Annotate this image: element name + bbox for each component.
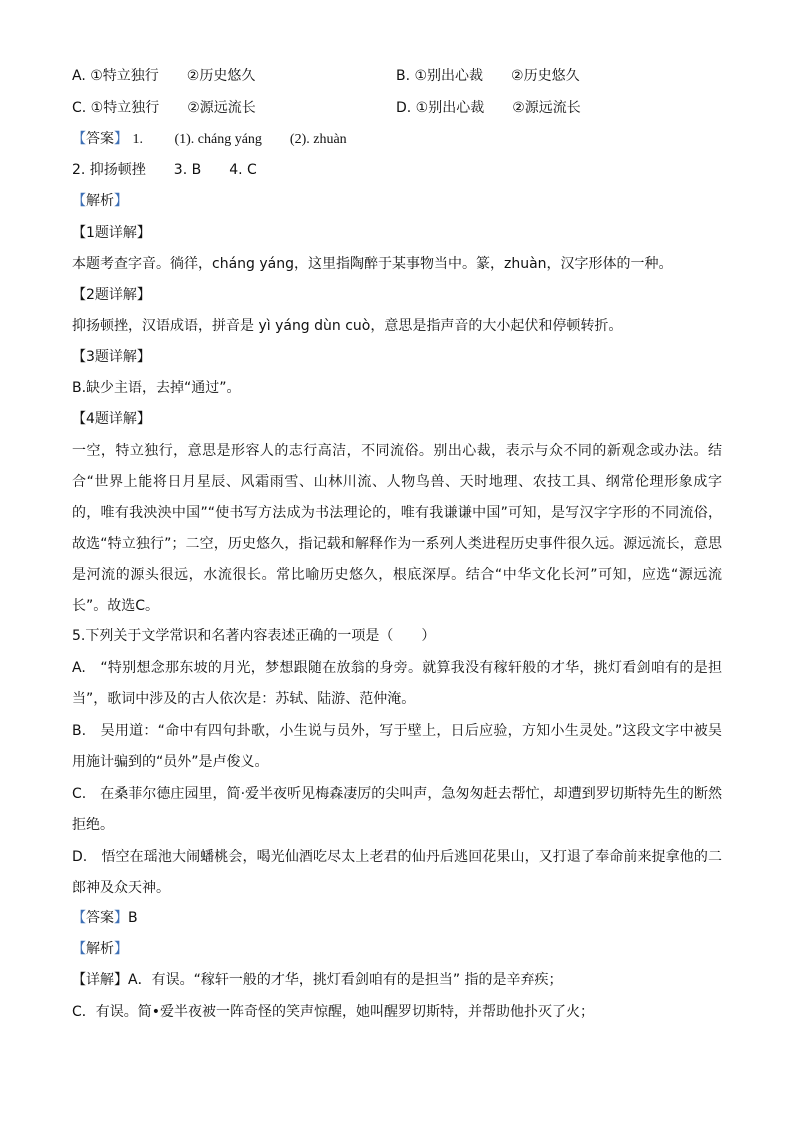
answer-label-open: 【 bbox=[72, 131, 86, 147]
question-5-stem: 5.下列关于文学常识和名著内容表述正确的一项是（ ） bbox=[72, 628, 436, 644]
answer-label-close: 】 bbox=[114, 131, 128, 147]
analysis-open-1: 【 bbox=[72, 193, 86, 209]
detail-4-title: 【4题详解】 bbox=[72, 411, 151, 427]
detail-2-title: 【2题详解】 bbox=[72, 287, 151, 303]
detail-3-title: 【3题详解】 bbox=[72, 349, 151, 365]
analysis-close-2: 】 bbox=[114, 941, 128, 957]
option-a-top: A. ①特立独行 ②历史悠久 bbox=[72, 68, 256, 84]
analysis-title-2 bbox=[72, 939, 724, 959]
answer-line-2: 2. 抑扬顿挫 3. B 4. C bbox=[72, 162, 257, 178]
answer-label-close-2: 】 bbox=[114, 910, 128, 926]
analysis-open-2: 【 bbox=[72, 941, 86, 957]
option-c-top: C. ①特立独行 ②源远流长 bbox=[72, 100, 256, 116]
detail-4-text: 一空，特立独行，意思是形容人的志行高洁，不同流俗。别出心裁，表示与众不同的新观念或办法。结合“世界上能将日月星辰、风霜雨雪、山林川流、人物鸟兽、天时地理、农技工具、纲常伦理形象成字的，唯有我泱泱中国”“使书写方法成为书法理论的，唯有我谦谦中国”可知，是写汉字字形的不同流俗，故选“特立独行”；二空，历史悠久，指记载和解释作为一系列人类进程历史事件很久远。源远流长，意思是河流的源头很远，水流很长。常比喻历史悠久，根底深厚。结合“中华文化长河”可知，应选“源远流长”。故选C。 bbox=[72, 443, 722, 614]
detail-1-text: 本题考查字音。徜徉，cháng yáng，这里指陶醉于某事物当中。篆，zhuàn，汉字形体的一种。 bbox=[72, 256, 673, 272]
question-5-option-a: A. “特别想念那东坡的月光，梦想跟随在放翁的身旁。就算我没有稼轩般的才华，挑灯看剑咱有的是担当”，歌词中涉及的古人依次是：苏轼、陆游、范仲淹。 bbox=[72, 660, 722, 707]
detail-3-text: B.缺少主语，去掉“通过”。 bbox=[72, 380, 241, 396]
answer-value-2: B bbox=[128, 910, 138, 926]
answer-label-text: 答案 bbox=[86, 131, 114, 147]
answer-block-2 bbox=[72, 908, 724, 928]
option-b-top: B. ①别出心裁 ②历史悠久 bbox=[396, 68, 580, 84]
question-5-option-b: B. 吴用道：“命中有四句卦歌，小生说与员外，写于壁上，日后应验，方知小生灵处。”这段文字中被吴用施计骗到的“员外”是卢俊义。 bbox=[72, 723, 722, 770]
answer-line-1: 1. (1). cháng yáng (2). zhuàn bbox=[132, 132, 347, 147]
detail-q5-line-2: C．有误。简•爱半夜被一阵奇怪的笑声惊醒，她叫醒罗切斯特，并帮助他扑灭了火； bbox=[72, 1004, 595, 1020]
detail-q5-line-1 bbox=[72, 970, 724, 990]
answer-label-open-2: 【 bbox=[72, 910, 86, 926]
detail-1-title: 【1题详解】 bbox=[72, 225, 151, 241]
analysis-title-1 bbox=[72, 191, 724, 211]
detail-2-text: 抑扬顿挫，汉语成语，拼音是 yì yáng dùn cuò，意思是指声音的大小起伏和停顿转折。 bbox=[72, 318, 623, 334]
option-d-top: D. ①别出心裁 ②源远流长 bbox=[396, 100, 581, 116]
answer-block-1 bbox=[72, 129, 724, 150]
question-5-option-d: D. 悟空在瑶池大闹蟠桃会，喝光仙酒吃尽太上老君的仙丹后逃回花果山，又打退了奉命前来捉拿他的二郎神及众天神。 bbox=[72, 849, 722, 896]
detail-q5-label: 【详解】 bbox=[72, 972, 128, 988]
analysis-text-2: 解析 bbox=[86, 941, 114, 957]
question-5-option-c: C. 在桑菲尔德庄园里，简·爱半夜听见梅森凄厉的尖叫声，急匆匆赶去帮忙，却遭到罗切斯特先生的断然拒绝。 bbox=[72, 786, 722, 833]
answer-label-text-2: 答案 bbox=[86, 910, 114, 926]
analysis-text-1: 解析 bbox=[86, 193, 114, 209]
detail-q5-text-1: A．有误。“稼轩一般的才华，挑灯看剑咱有的是担当” 指的是辛弃疾； bbox=[128, 972, 563, 988]
analysis-close-1: 】 bbox=[114, 193, 128, 209]
